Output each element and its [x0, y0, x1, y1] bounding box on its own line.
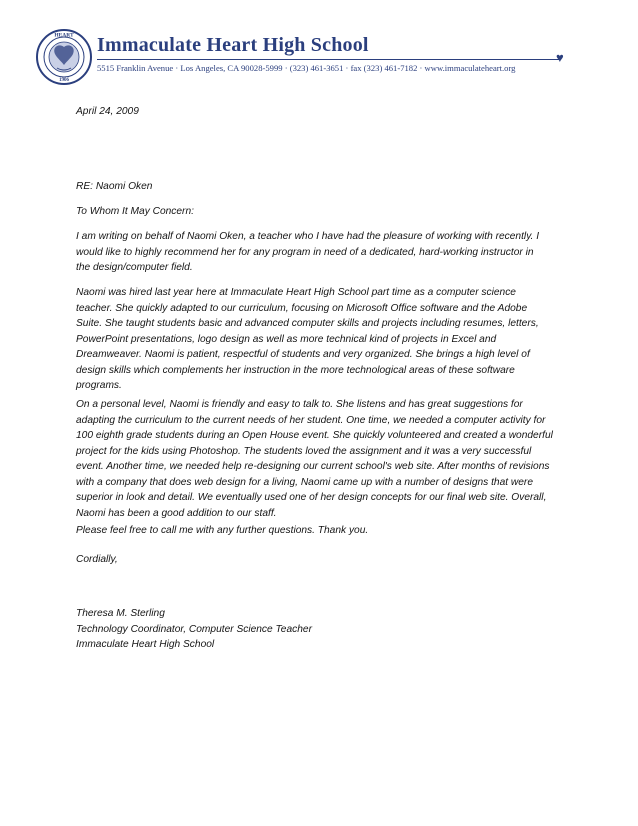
- paragraph-2-line: Suite. She taught students basic and advanced computer skills and projects including resumes, letters,: [76, 318, 539, 329]
- closing: Cordially,: [76, 554, 118, 565]
- paragraph-2-line: teacher. She quickly adapted to our curriculum, focusing on Microsoft Office software and the Adobe: [76, 302, 528, 314]
- signature-title: Technology Coordinator, Computer Science Teacher: [76, 623, 312, 635]
- paragraph-3-line: event. Another time, we needed help re-designing our current school's web site. After months of revisions: [76, 461, 550, 472]
- paragraph-3-line: On a personal level, Naomi is friendly and easy to talk to. She listens and has great suggestions for: [76, 399, 523, 410]
- letterhead-rule: [97, 59, 559, 60]
- letter-re: RE: Naomi Oken: [76, 181, 153, 192]
- paragraph-1-line: I am writing on behalf of Naomi Oken, a teacher who I have had the pleasure of working with recently. I: [76, 231, 540, 242]
- signature-block: [76, 606, 571, 653]
- school-address: 5515 Franklin Avenue · Los Angeles, CA 90028-5999 · (323) 461-3651 · fax (323) 461-7182 · www.immaculateheart.org: [97, 63, 516, 73]
- paragraph-3-line: with a company that does web design for a living, Naomi came up with a number of designs that were: [76, 476, 533, 488]
- seal-text-top: HEART: [54, 32, 74, 39]
- school-seal-icon: [35, 28, 93, 86]
- paragraph-3-line: 100 eighth grade students during an Open House event. She quickly volunteered and created a wonderful: [76, 430, 553, 441]
- paragraph-2: [76, 285, 571, 394]
- letter-salutation: To Whom It May Concern:: [76, 206, 194, 217]
- letterhead: [35, 28, 570, 88]
- heart-icon: ♥: [556, 50, 564, 65]
- signature-name: Theresa M. Sterling: [76, 608, 165, 619]
- paragraph-2-line: programs.: [76, 380, 122, 391]
- paragraph-3-line: Naomi has been a good addition to our staff.: [76, 507, 277, 519]
- paragraph-3-line: adapting the curriculum to the current needs of her student. One time, we needed a computer activity for: [76, 414, 546, 426]
- paragraph-1: [76, 229, 571, 276]
- paragraph-2-line: design skills which complements her instruction in the more technological areas of these software: [76, 364, 515, 376]
- paragraph-1-line: would like to highly recommend her for any program in need of a dedicated, hard-working instructor in: [76, 246, 534, 258]
- paragraph-2-line: PowerPoint presentations, logo design as well as more technical kind of projects in Excel and: [76, 333, 497, 345]
- closing-request: Please feel free to call me with any further questions. Thank you.: [76, 525, 369, 536]
- seal-year: 1906: [59, 78, 69, 83]
- paragraph-2-line: Naomi was hired last year here at Immaculate Heart High School part time as a computer science: [76, 287, 516, 298]
- paragraph-2-line: Dreamweaver. Naomi is patient, respectful of students and very organized. She brings a high level of: [76, 349, 530, 360]
- school-name: Immaculate Heart High School: [97, 34, 369, 56]
- paragraph-1-line: the design/computer field.: [76, 262, 193, 273]
- letter-date: April 24, 2009: [76, 106, 139, 117]
- paragraph-3-line: superior in look and detail. We eventually used one of her design concepts for our final web site. Overall,: [76, 492, 547, 503]
- paragraph-3: [76, 397, 571, 521]
- paragraph-3-line: project for the kids using Photoshop. The students loved the assignment and it was a very successful: [76, 445, 532, 457]
- signature-org: Immaculate Heart High School: [76, 639, 215, 650]
